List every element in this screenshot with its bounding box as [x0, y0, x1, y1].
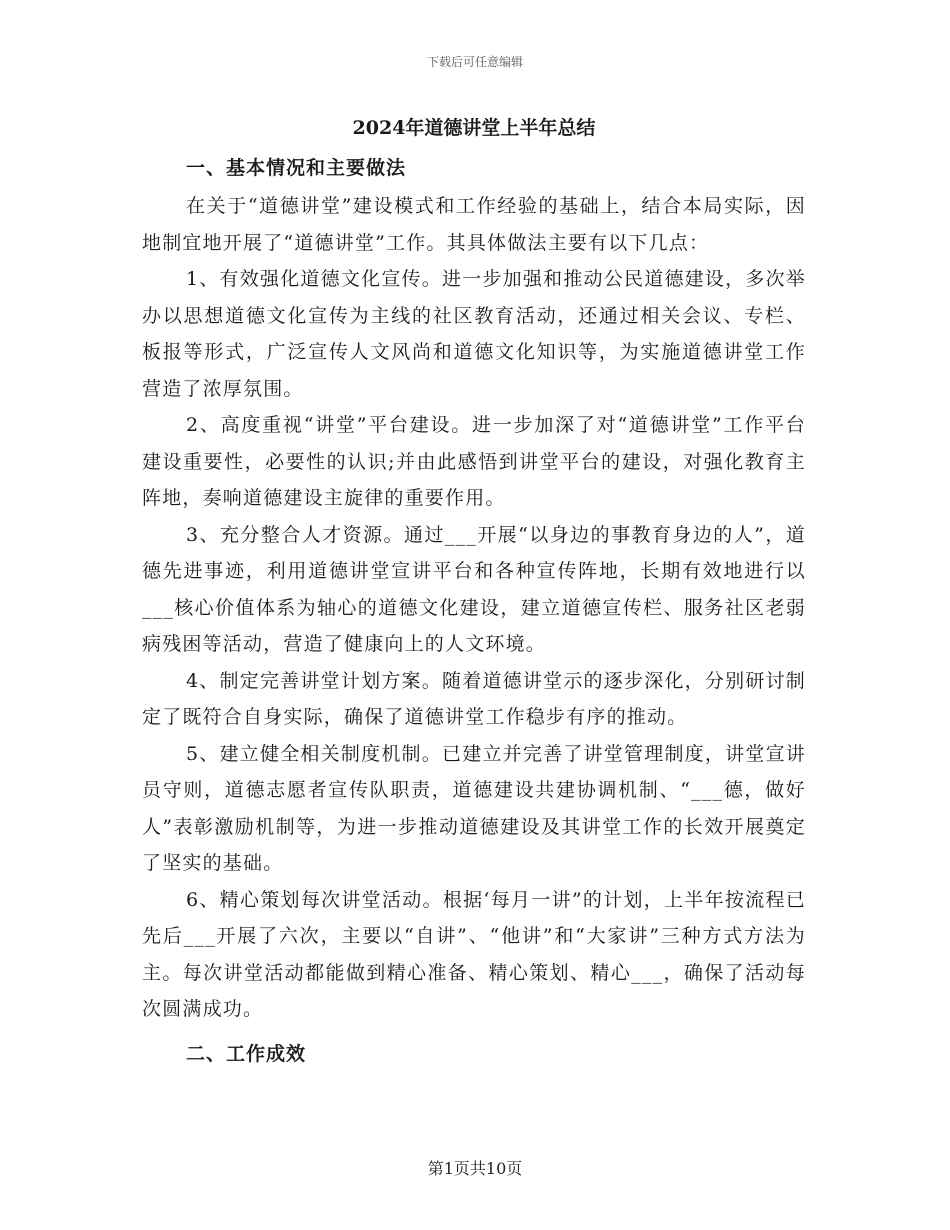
document-title: 2024年道德讲堂上半年总结	[352, 117, 596, 139]
paragraph-item-1: 1、有效强化道德文化宣传。进一步加强和推动公民道德建设，多次举办以思想道德文化宣传为主线的社区教育活动，还通过相关会议、专栏、板报等形式，广泛宣传人文风尚和道德文化知识等，为实施道德讲堂工作营造了浓厚氛围。	[142, 268, 806, 400]
paragraph-intro: 在关于“道德讲堂”建设模式和工作经验的基础上，结合本局实际，因地制宜地开展了“道德讲堂”工作。其具体做法主要有以下几点：	[142, 195, 806, 254]
section-heading-1: 一、基本情况和主要做法	[186, 157, 407, 179]
paragraph-item-5: 5、建立健全相关制度机制。已建立并完善了讲堂管理制度，讲堂宣讲员守则，道德志愿者宣传队职责，道德建设共建协调机制、“___德，做好人”表彰激励机制等，为进一步推动道德建设及其讲堂工作的长效开展奠定了坚实的基础。	[142, 742, 806, 874]
paragraph-item-6: 6、精心策划每次讲堂活动。根据‘每月一讲”的计划，上半年按流程已先后___开展了六次，主要以“自讲”、“他讲”和“大家讲”三种方式方法为主。每次讲堂活动都能做到精心准备、精心策划、精心___，确保了活动每次圆满成功。	[142, 888, 806, 1020]
document-body	[142, 112, 806, 1074]
paragraph-item-4: 4、制定完善讲堂计划方案。随着道德讲堂示的逐步深化，分别研讨制定了既符合自身实际，确保了道德讲堂工作稳步有序的推动。	[142, 669, 806, 728]
section-heading-2: 二、工作成效	[186, 1042, 307, 1065]
paragraph-item-2: 2、高度重视“讲堂”平台建设。进一步加深了对“道德讲堂”工作平台建设重要性，必要性的认识;并由此感悟到讲堂平台的建设，对强化教育主阵地，奏响道德建设主旋律的重要作用。	[142, 414, 806, 509]
paragraph-item-3: 3、充分整合人才资源。通过___开展“以身边的事教育身边的人”，道德先进事迹，利用道德讲堂宣讲平台和各种宣传阵地，长期有效地进行以___核心价值体系为轴心的道德文化建设，建立道德宣传栏、服务社区老弱病残困等活动，营造了健康向上的人文环境。	[142, 523, 806, 655]
page-number-footer: 第1页共10页	[427, 1159, 523, 1178]
header-note: 下载后可任意编辑	[426, 55, 523, 69]
